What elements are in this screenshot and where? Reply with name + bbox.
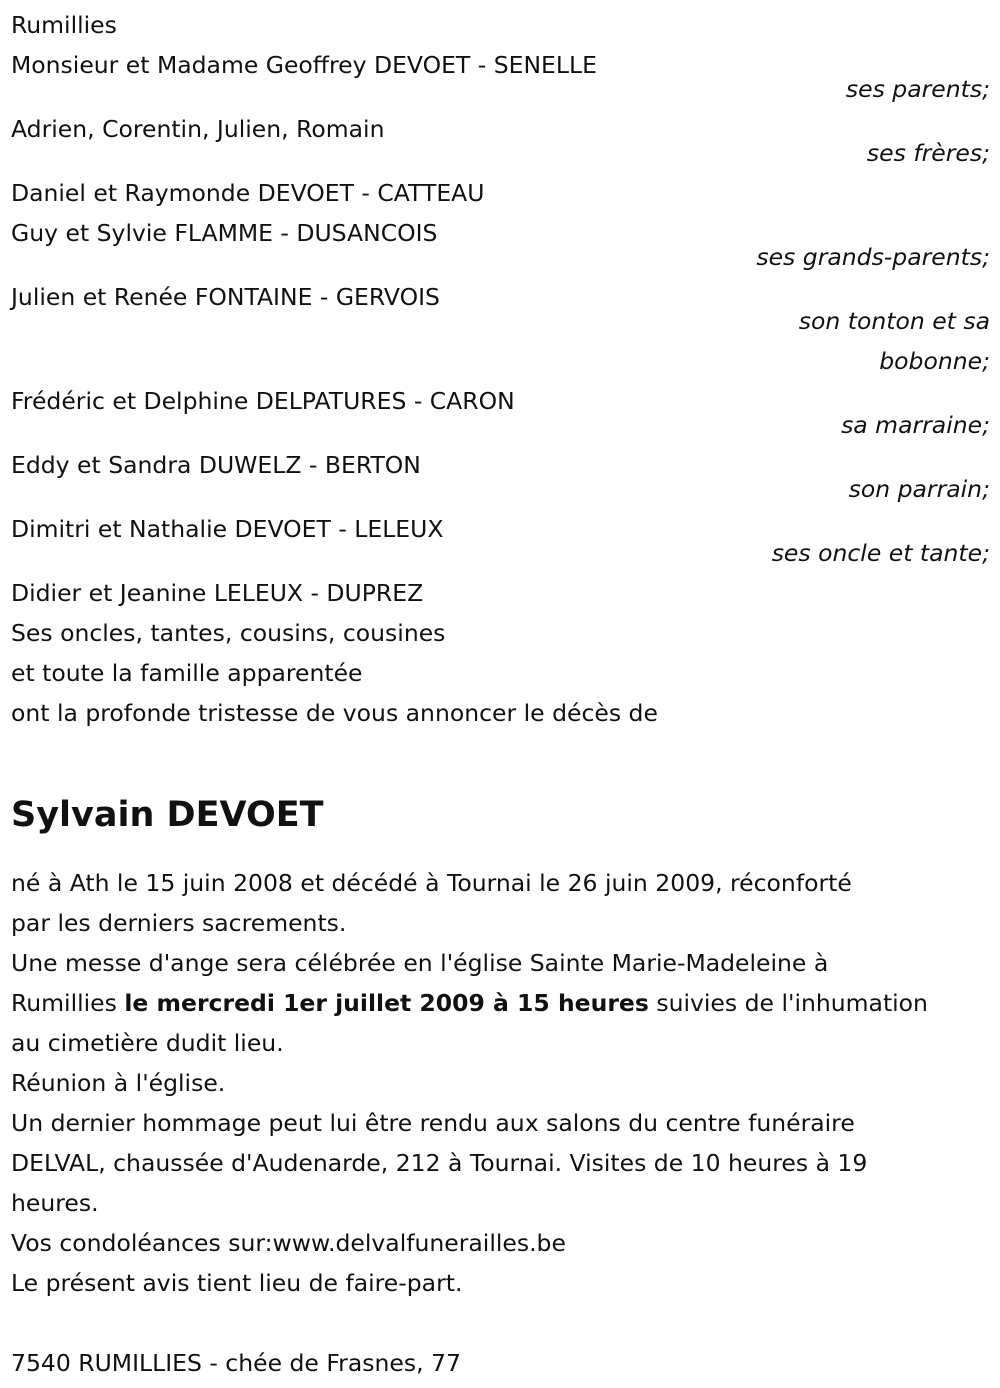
body-text: Rumillies bbox=[11, 989, 125, 1017]
grandparents-2: Guy et Sylvie FLAMME - DUSANCOIS bbox=[11, 219, 438, 247]
body-line: Un dernier hommage peut lui être rendu aux salons du centre funéraire bbox=[11, 1109, 855, 1137]
body-line: au cimetière dudit lieu. bbox=[11, 1029, 284, 1057]
place: Rumillies bbox=[11, 11, 117, 39]
oncle: Dimitri et Nathalie DEVOET - LELEUX bbox=[11, 515, 444, 543]
parrain-label: son parrain; bbox=[848, 475, 990, 503]
tonton: Julien et Renée FONTAINE - GERVOIS bbox=[11, 283, 440, 311]
body-line: Une messe d'ange sera célébrée en l'église Sainte Marie-Madeleine à bbox=[11, 949, 829, 977]
tonton-label-1: son tonton et sa bbox=[798, 307, 990, 335]
ceremony-date: le mercredi 1er juillet 2009 à 15 heures bbox=[124, 989, 649, 1017]
body-line: DELVAL, chaussée d'Audenarde, 212 à Tournai. Visites de 10 heures à 19 bbox=[11, 1149, 868, 1177]
body-line: Réunion à l'église. bbox=[11, 1069, 226, 1097]
marraine: Frédéric et Delphine DELPATURES - CARON bbox=[11, 387, 515, 415]
body-line: Le présent avis tient lieu de faire-part. bbox=[11, 1269, 463, 1297]
marraine-label: sa marraine; bbox=[841, 411, 990, 439]
deceased-name: Sylvain DEVOET bbox=[11, 795, 324, 835]
parents: Monsieur et Madame Geoffrey DEVOET - SENELLE bbox=[11, 51, 597, 79]
parrain: Eddy et Sandra DUWELZ - BERTON bbox=[11, 451, 421, 479]
announce: ont la profonde tristesse de vous annoncer le décès de bbox=[11, 699, 658, 727]
other-2: Ses oncles, tantes, cousins, cousines bbox=[11, 619, 446, 647]
other-1: Didier et Jeanine LELEUX - DUPREZ bbox=[11, 579, 424, 607]
grandparents-label: ses grands-parents; bbox=[756, 243, 990, 271]
body-text: suivies de l'inhumation bbox=[648, 989, 928, 1017]
brothers-label: ses frères; bbox=[866, 139, 990, 167]
oncle-label: ses oncle et tante; bbox=[771, 539, 990, 567]
other-3: et toute la famille apparentée bbox=[11, 659, 363, 687]
brothers: Adrien, Corentin, Julien, Romain bbox=[11, 115, 385, 143]
body-line: heures. bbox=[11, 1189, 99, 1217]
tonton-label-2: bobonne; bbox=[879, 347, 990, 375]
condolences-line: Vos condoléances sur:www.delvalfunerailles.be bbox=[11, 1229, 566, 1257]
grandparents-1: Daniel et Raymonde DEVOET - CATTEAU bbox=[11, 179, 485, 207]
body-line: né à Ath le 15 juin 2008 et décédé à Tournai le 26 juin 2009, réconforté bbox=[11, 869, 852, 897]
body-line bbox=[11, 983, 990, 1023]
body-line: par les derniers sacrements. bbox=[11, 909, 347, 937]
parents-label: ses parents; bbox=[845, 75, 990, 103]
address: 7540 RUMILLIES - chée de Frasnes, 77 bbox=[11, 1349, 461, 1377]
